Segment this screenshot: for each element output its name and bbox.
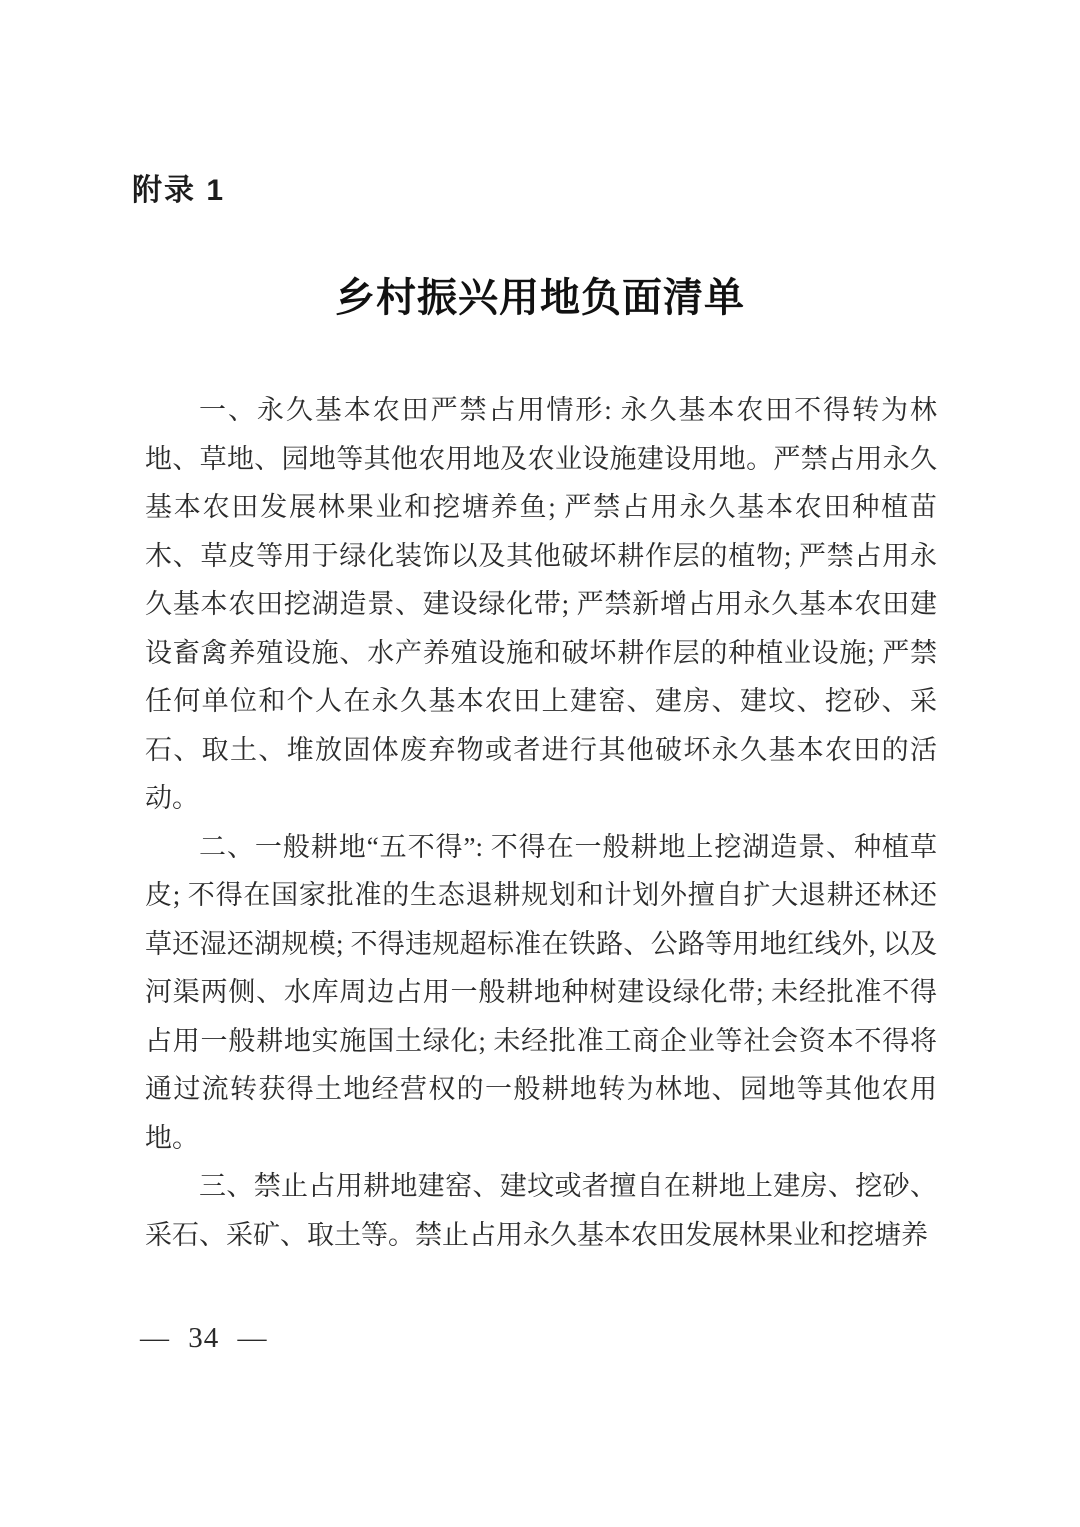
paragraph-permanent-farmland: 一、永久基本农田严禁占用情形: 永久基本农田不得转为林地、草地、园地等其他农用地及农业设施建设用地。严禁占用永久基本农田发展林果业和挖塘养鱼; 严禁占用永久基本农田种植苗木、草皮等用于绿化装饰以及其他破坏耕作层的植物; 严禁占用永久基本农田挖湖造景、建设绿化带; 严禁新增占用永久基本农田建设畜禽养殖设施、水产养殖设施和破坏耕作层的种植业设施; 严禁任何单位和个人在永久基本农田上建窑、建房、建坟、挖砂、采石、取土、堆放固体废弃物或者进行其他破坏永久基本农田的活动。 bbox=[145, 395, 937, 813]
appendix-label: 附录 1 bbox=[132, 174, 226, 207]
paragraph-prohibitions: 三、禁止占用耕地建窑、建坟或者擅自在耕地上建房、挖砂、采石、采矿、取土等。禁止占用永久基本农田发展林果业和挖塘养 bbox=[145, 1171, 937, 1250]
document-body bbox=[145, 386, 937, 1259]
document-title: 乡村振兴用地负面清单 bbox=[335, 275, 745, 320]
paragraph-general-farmland: 二、一般耕地“五不得”: 不得在一般耕地上挖湖造景、种植草皮; 不得在国家批准的生态退耕规划和计划外擅自扩大退耕还林还草还湿还湖规模; 不得违规超标准在铁路、公路等用地红线外, 以及河渠两侧、水库周边占用一般耕地种树建设绿化带; 未经批准不得占用一般耕地实施国土绿化; 未经批准工商企业等社会资本不得将通过流转获得土地经营权的一般耕地转为林地、园地等其他农用地。 bbox=[145, 831, 937, 1153]
page-number: — 34 — bbox=[140, 1322, 268, 1354]
